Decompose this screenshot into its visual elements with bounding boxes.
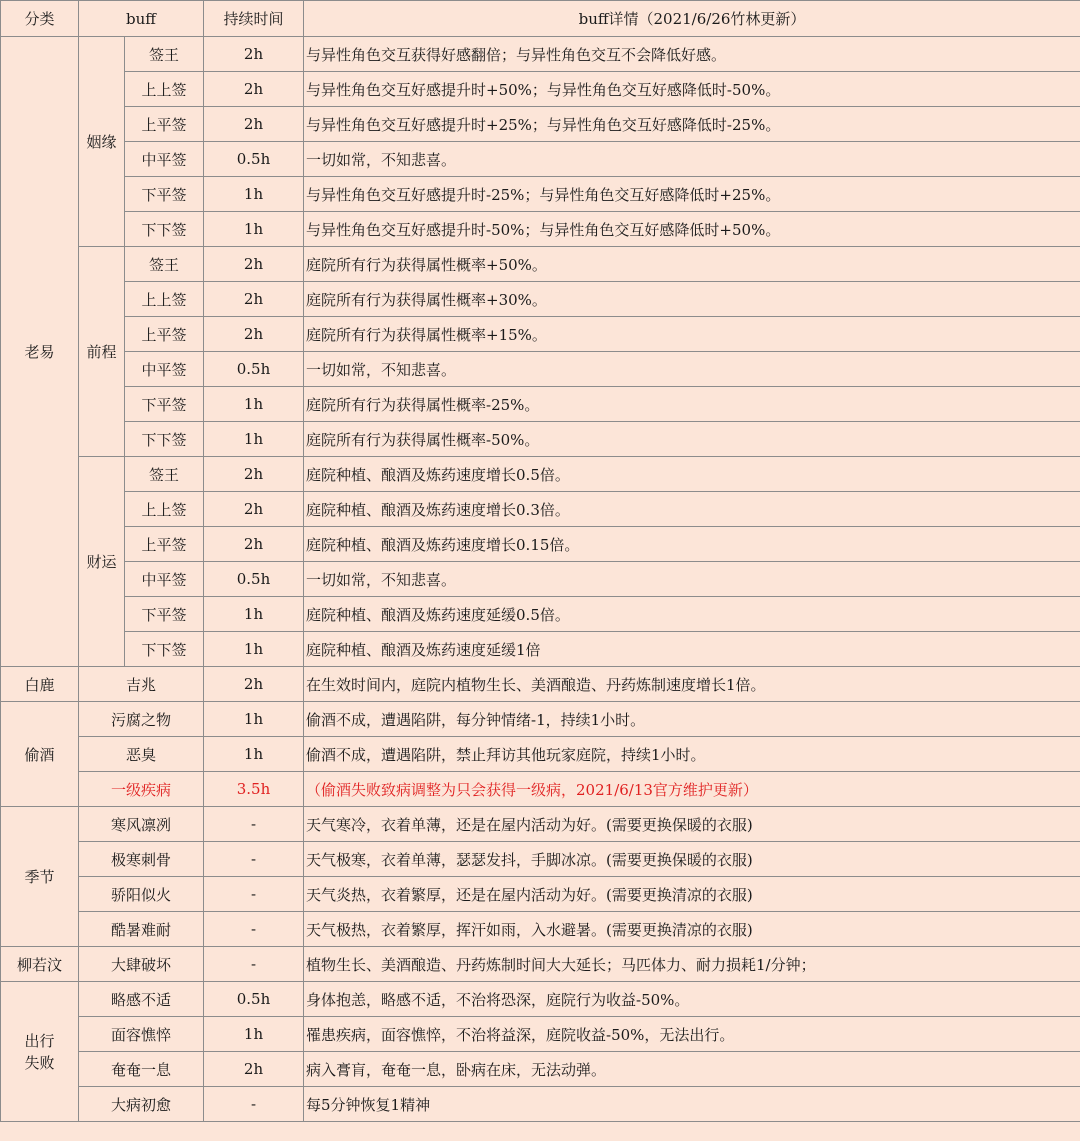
buff-duration: 1h xyxy=(204,422,304,457)
subcategory-cell: 前程 xyxy=(79,247,125,457)
category-cell: 季节 xyxy=(1,807,79,947)
table-row xyxy=(1,317,1080,352)
table-row xyxy=(1,877,1080,912)
category-line: 出行 xyxy=(24,1031,55,1050)
buff-duration: 2h xyxy=(204,247,304,282)
buff-name: 签王 xyxy=(125,457,204,492)
table-row xyxy=(1,737,1080,772)
subcategory-cell: 姻缘 xyxy=(79,37,125,247)
buff-name: 下下签 xyxy=(125,632,204,667)
buff-detail: 与异性角色交互好感提升时+25%；与异性角色交互好感降低时-25%。 xyxy=(304,107,1080,142)
buff-duration: 2h xyxy=(204,527,304,562)
buff-detail: 与异性角色交互好感提升时+50%；与异性角色交互好感降低时-50%。 xyxy=(304,72,1080,107)
category-line: 失败 xyxy=(24,1053,55,1072)
header-row xyxy=(1,1,1080,37)
buff-name: 下平签 xyxy=(125,597,204,632)
buff-name: 酷暑难耐 xyxy=(79,912,204,947)
category-cell: 偷酒 xyxy=(1,702,79,807)
buff-detail: 偷酒不成，遭遇陷阱，每分钟情绪-1，持续1小时。 xyxy=(304,702,1080,737)
buff-duration: 0.5h xyxy=(204,142,304,177)
buff-detail: 庭院种植、酿酒及炼药速度增长0.3倍。 xyxy=(304,492,1080,527)
header-detail: buff详情（2021/6/26竹林更新） xyxy=(304,1,1080,37)
table-row xyxy=(1,772,1080,807)
table-row xyxy=(1,387,1080,422)
buff-duration: 0.5h xyxy=(204,982,304,1017)
buff-name: 上上签 xyxy=(125,282,204,317)
buff-detail: 庭院种植、酿酒及炼药速度延缓0.5倍。 xyxy=(304,597,1080,632)
table-row xyxy=(1,667,1080,702)
table-row xyxy=(1,947,1080,982)
buff-detail: 罹患疾病，面容憔悴，不治将益深，庭院收益-50%，无法出行。 xyxy=(304,1017,1080,1052)
buff-name: 上平签 xyxy=(125,317,204,352)
buff-duration: 1h xyxy=(204,597,304,632)
buff-duration: 0.5h xyxy=(204,562,304,597)
buff-detail: 一切如常，不知悲喜。 xyxy=(304,142,1080,177)
buff-detail: 庭院种植、酿酒及炼药速度延缓1倍 xyxy=(304,632,1080,667)
buff-duration: 2h xyxy=(204,72,304,107)
buff-detail: 庭院所有行为获得属性概率+15%。 xyxy=(304,317,1080,352)
buff-duration: 3.5h xyxy=(204,772,304,807)
table-row xyxy=(1,527,1080,562)
buff-duration: 1h xyxy=(204,177,304,212)
buff-name: 奄奄一息 xyxy=(79,1052,204,1087)
buff-duration: 1h xyxy=(204,702,304,737)
table-row xyxy=(1,352,1080,387)
table-row xyxy=(1,1052,1080,1087)
buff-duration: 2h xyxy=(204,492,304,527)
table-row xyxy=(1,422,1080,457)
buff-name: 恶臭 xyxy=(79,737,204,772)
buff-duration: 1h xyxy=(204,737,304,772)
buff-name: 大肆破坏 xyxy=(79,947,204,982)
table-row xyxy=(1,807,1080,842)
buff-detail: 庭院种植、酿酒及炼药速度增长0.15倍。 xyxy=(304,527,1080,562)
buff-name: 中平签 xyxy=(125,352,204,387)
buff-detail: 每5分钟恢复1精神 xyxy=(304,1087,1080,1122)
table-row xyxy=(1,282,1080,317)
buff-duration: 1h xyxy=(204,212,304,247)
buff-detail: 庭院所有行为获得属性概率+30%。 xyxy=(304,282,1080,317)
buff-name: 上上签 xyxy=(125,492,204,527)
buff-name: 极寒刺骨 xyxy=(79,842,204,877)
table-row xyxy=(1,562,1080,597)
buff-duration: 2h xyxy=(204,107,304,142)
buff-duration: - xyxy=(204,912,304,947)
header-duration: 持续时间 xyxy=(204,1,304,37)
table-row xyxy=(1,247,1080,282)
table-row xyxy=(1,492,1080,527)
buff-name: 污腐之物 xyxy=(79,702,204,737)
buff-detail: 庭院所有行为获得属性概率-50%。 xyxy=(304,422,1080,457)
buff-name: 上平签 xyxy=(125,527,204,562)
buff-detail: 庭院种植、酿酒及炼药速度增长0.5倍。 xyxy=(304,457,1080,492)
buff-detail: 与异性角色交互好感提升时-50%；与异性角色交互好感降低时+50%。 xyxy=(304,212,1080,247)
buff-duration: 2h xyxy=(204,457,304,492)
buff-detail: 天气极热，衣着繁厚，挥汗如雨，入水避暑。(需要更换清凉的衣服) xyxy=(304,912,1080,947)
buff-detail: 天气炎热，衣着繁厚，还是在屋内活动为好。(需要更换清凉的衣服) xyxy=(304,877,1080,912)
buff-detail: 在生效时间内，庭院内植物生长、美酒酿造、丹药炼制速度增长1倍。 xyxy=(304,667,1080,702)
buff-detail: 庭院所有行为获得属性概率-25%。 xyxy=(304,387,1080,422)
buff-name: 下平签 xyxy=(125,177,204,212)
buff-duration: - xyxy=(204,877,304,912)
buff-detail: 与异性角色交互获得好感翻倍；与异性角色交互不会降低好感。 xyxy=(304,37,1080,72)
table-row xyxy=(1,1017,1080,1052)
table-row xyxy=(1,457,1080,492)
buff-duration: - xyxy=(204,807,304,842)
table-row xyxy=(1,37,1080,72)
buff-name: 略感不适 xyxy=(79,982,204,1017)
table-row xyxy=(1,702,1080,737)
buff-name: 签王 xyxy=(125,37,204,72)
buff-detail: 与异性角色交互好感提升时-25%；与异性角色交互好感降低时+25%。 xyxy=(304,177,1080,212)
buff-duration: 1h xyxy=(204,1017,304,1052)
buff-detail: 庭院所有行为获得属性概率+50%。 xyxy=(304,247,1080,282)
buff-duration: 2h xyxy=(204,1052,304,1087)
table-row xyxy=(1,212,1080,247)
buff-duration: 0.5h xyxy=(204,352,304,387)
table-row xyxy=(1,632,1080,667)
buff-duration: 2h xyxy=(204,317,304,352)
buff-name: 上上签 xyxy=(125,72,204,107)
category-cell: 老易 xyxy=(1,37,79,667)
buff-detail: 天气寒冷，衣着单薄，还是在屋内活动为好。(需要更换保暖的衣服) xyxy=(304,807,1080,842)
buff-duration: 1h xyxy=(204,387,304,422)
buff-duration: 1h xyxy=(204,632,304,667)
buff-name: 下平签 xyxy=(125,387,204,422)
category-cell xyxy=(1,982,79,1122)
category-cell: 柳若汶 xyxy=(1,947,79,982)
buff-name: 下下签 xyxy=(125,212,204,247)
table-row xyxy=(1,107,1080,142)
header-buff: buff xyxy=(79,1,204,37)
subcategory-cell: 财运 xyxy=(79,457,125,667)
table-row xyxy=(1,72,1080,107)
buff-name: 骄阳似火 xyxy=(79,877,204,912)
buff-detail: 一切如常，不知悲喜。 xyxy=(304,352,1080,387)
buff-detail: 植物生长、美酒酿造、丹药炼制时间大大延长；马匹体力、耐力损耗1/分钟； xyxy=(304,947,1080,982)
buff-duration: 2h xyxy=(204,667,304,702)
buff-detail: 一切如常，不知悲喜。 xyxy=(304,562,1080,597)
buff-name: 上平签 xyxy=(125,107,204,142)
buff-duration: - xyxy=(204,1087,304,1122)
buff-duration: 2h xyxy=(204,282,304,317)
header-category: 分类 xyxy=(1,1,79,37)
buff-duration: 2h xyxy=(204,37,304,72)
buff-duration: - xyxy=(204,842,304,877)
buff-name: 签王 xyxy=(125,247,204,282)
table-row xyxy=(1,142,1080,177)
table-row xyxy=(1,597,1080,632)
buff-detail: 病入膏肓，奄奄一息，卧病在床，无法动弹。 xyxy=(304,1052,1080,1087)
buff-detail: （偷酒失败致病调整为只会获得一级病，2021/6/13官方维护更新） xyxy=(304,772,1080,807)
category-cell: 白鹿 xyxy=(1,667,79,702)
table-row xyxy=(1,982,1080,1017)
buff-name: 一级疾病 xyxy=(79,772,204,807)
buff-name: 中平签 xyxy=(125,142,204,177)
buff-name: 大病初愈 xyxy=(79,1087,204,1122)
table-row xyxy=(1,912,1080,947)
table-row xyxy=(1,1087,1080,1122)
table-row xyxy=(1,842,1080,877)
buff-name: 吉兆 xyxy=(79,667,204,702)
buff-name: 下下签 xyxy=(125,422,204,457)
table-row xyxy=(1,177,1080,212)
buff-detail: 身体抱恙，略感不适，不治将恐深，庭院行为收益-50%。 xyxy=(304,982,1080,1017)
buff-detail: 天气极寒，衣着单薄，瑟瑟发抖，手脚冰凉。(需要更换保暖的衣服) xyxy=(304,842,1080,877)
buff-name: 寒风凛冽 xyxy=(79,807,204,842)
buff-name: 中平签 xyxy=(125,562,204,597)
buff-name: 面容憔悴 xyxy=(79,1017,204,1052)
buff-detail: 偷酒不成，遭遇陷阱，禁止拜访其他玩家庭院，持续1小时。 xyxy=(304,737,1080,772)
buff-duration: - xyxy=(204,947,304,982)
